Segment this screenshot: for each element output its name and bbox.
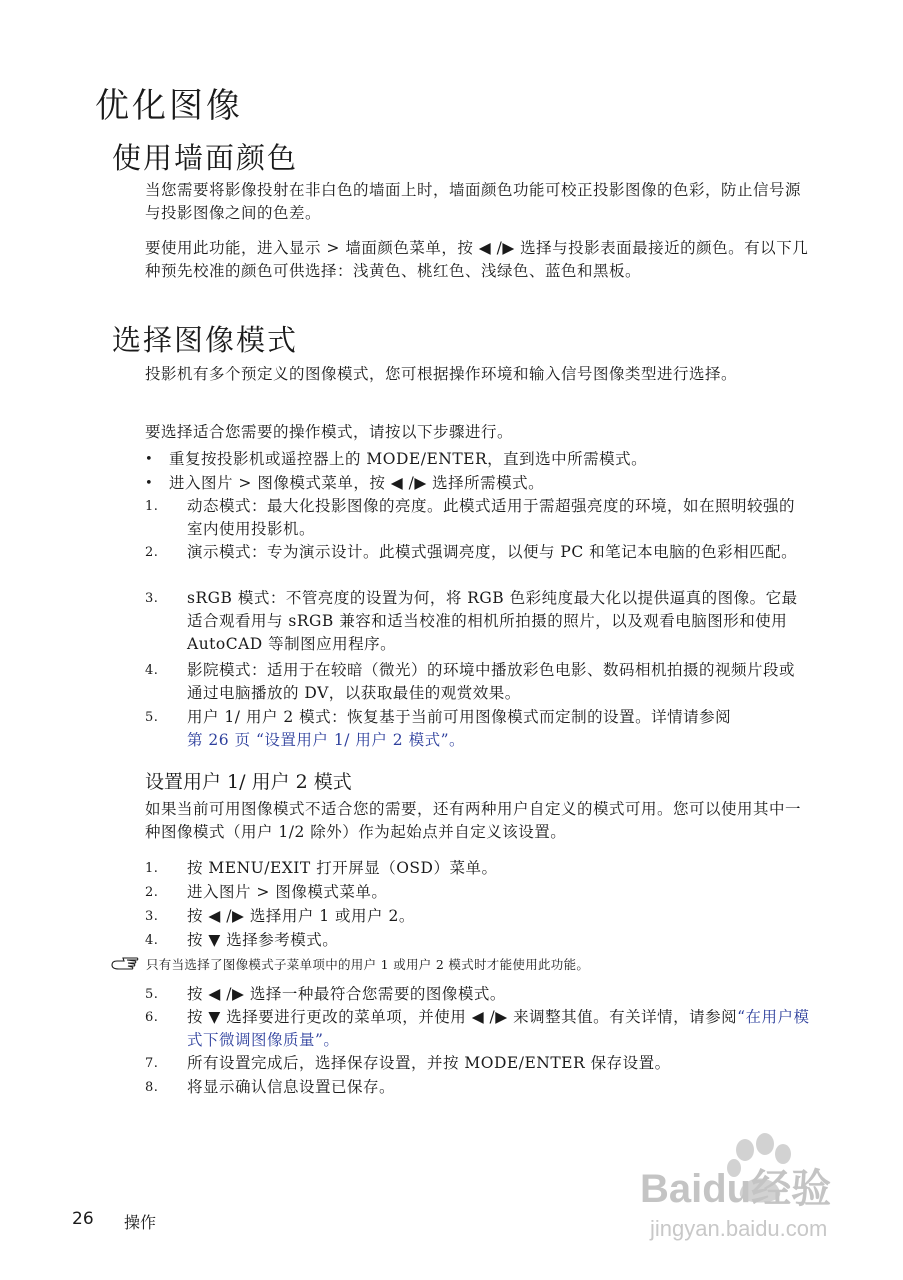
list-item: 5. 按 ◀ /▶ 选择一种最符合您需要的图像模式。	[145, 985, 506, 1003]
list-item: 1. 按 MENU/EXIT 打开屏显（OSD）菜单。	[145, 859, 498, 877]
list-item: 7. 所有设置完成后，选择保存设置，并按 MODE/ENTER 保存设置。	[145, 1054, 671, 1072]
list-item: 4. 按 ▼ 选择参考模式。	[145, 931, 339, 949]
bullet-icon: •	[145, 476, 154, 491]
list-item: 1. 动态模式：最大化投影图像的亮度。此模式适用于需超强亮度的环境，如在照明较强的室内使用投影机。	[145, 497, 796, 538]
list-item: 6. 按 ▼ 选择要进行更改的菜单项，并使用 ◀ /▶ 来调整其值。有关详情，请参阅“在用户模式下微调图像质量”。	[145, 1008, 810, 1049]
list-item: 5. 用户 1/ 用户 2 模式：恢复基于当前可用图像模式而定制的设置。详情请参阅 第 26 页 “设置用户 1/ 用户 2 模式”。	[145, 708, 732, 749]
section-heading-picture-mode: 选择图像模式	[112, 323, 299, 357]
list-item: 2. 演示模式：专为演示设计。此模式强调亮度，以便与 PC 和笔记本电脑的色彩相匹配。	[145, 543, 798, 561]
page-title: 优化图像	[95, 86, 243, 126]
list-item: 3. sRGB 模式：不管亮度的设置为何，将 RGB 色彩纯度最大化以提供逼真的图像。它最适合观看用与 sRGB 兼容和适当校准的相机所拍摄的照片，以及观看电脑图形和使用 AutoCAD 等制图应用程序。	[145, 589, 798, 653]
footer-label: 操作	[124, 1213, 157, 1232]
paragraph: 投影机有多个预定义的图像模式，您可根据操作环境和输入信号图像类型进行选择。	[145, 365, 738, 383]
pointing-hand-icon	[110, 956, 140, 972]
watermark-url: jingyan.baidu.com	[650, 1216, 828, 1241]
paragraph: 要使用此功能，进入显示 > 墙面颜色菜单，按 ◀ /▶ 选择与投影表面最接近的颜色。有以下几种预先校准的颜色可供选择：浅黄色、桃红色、浅绿色、蓝色和黑板。	[145, 239, 809, 280]
list-item: 4. 影院模式：适用于在较暗（微光）的环境中播放彩色电影、数码相机拍摄的视频片段或通过电脑播放的 DV，以获取最佳的观赏效果。	[145, 661, 796, 702]
list-item: 2. 进入图片 > 图像模式菜单。	[145, 883, 388, 901]
paragraph: 如果当前可用图像模式不适合您的需要，还有两种用户自定义的模式可用。您可以使用其中一种图像模式（用户 1/2 除外）作为起始点并自定义该设置。	[145, 800, 802, 841]
note: 只有当选择了图像模式子菜单项中的用户 1 或用户 2 模式时才能使用此功能。	[110, 955, 589, 973]
cross-reference-link[interactable]: 第 26 页 “设置用户 1/ 用户 2 模式”。	[187, 731, 466, 749]
watermark-brand: Baidu经验	[640, 1167, 832, 1211]
section-heading-wall-color: 使用墙面颜色	[112, 141, 299, 175]
list-item: • 重复按投影机或遥控器上的 MODE/ENTER，直到选中所需模式。	[145, 448, 810, 471]
list-item: • 进入图片 > 图像模式菜单，按 ◀ /▶ 选择所需模式。	[145, 472, 810, 495]
paragraph: 要选择适合您需要的操作模式，请按以下步骤进行。	[145, 423, 514, 441]
list-item: 8. 将显示确认信息设置已保存。	[145, 1078, 396, 1096]
page-number: 26	[72, 1209, 94, 1229]
subsection-heading-user-mode: 设置用户 1/ 用户 2 模式	[145, 771, 352, 793]
list-item: 3. 按 ◀ /▶ 选择用户 1 或用户 2。	[145, 907, 415, 925]
bullet-icon: •	[145, 452, 154, 467]
paragraph: 当您需要将影像投射在非白色的墙面上时，墙面颜色功能可校正投影图像的色彩，防止信号源与投影图像之间的色差。	[145, 181, 802, 222]
cross-reference-link[interactable]: “在用户模式下微调图像质量”。	[187, 1008, 810, 1049]
baidu-watermark-logo	[640, 1130, 870, 1250]
